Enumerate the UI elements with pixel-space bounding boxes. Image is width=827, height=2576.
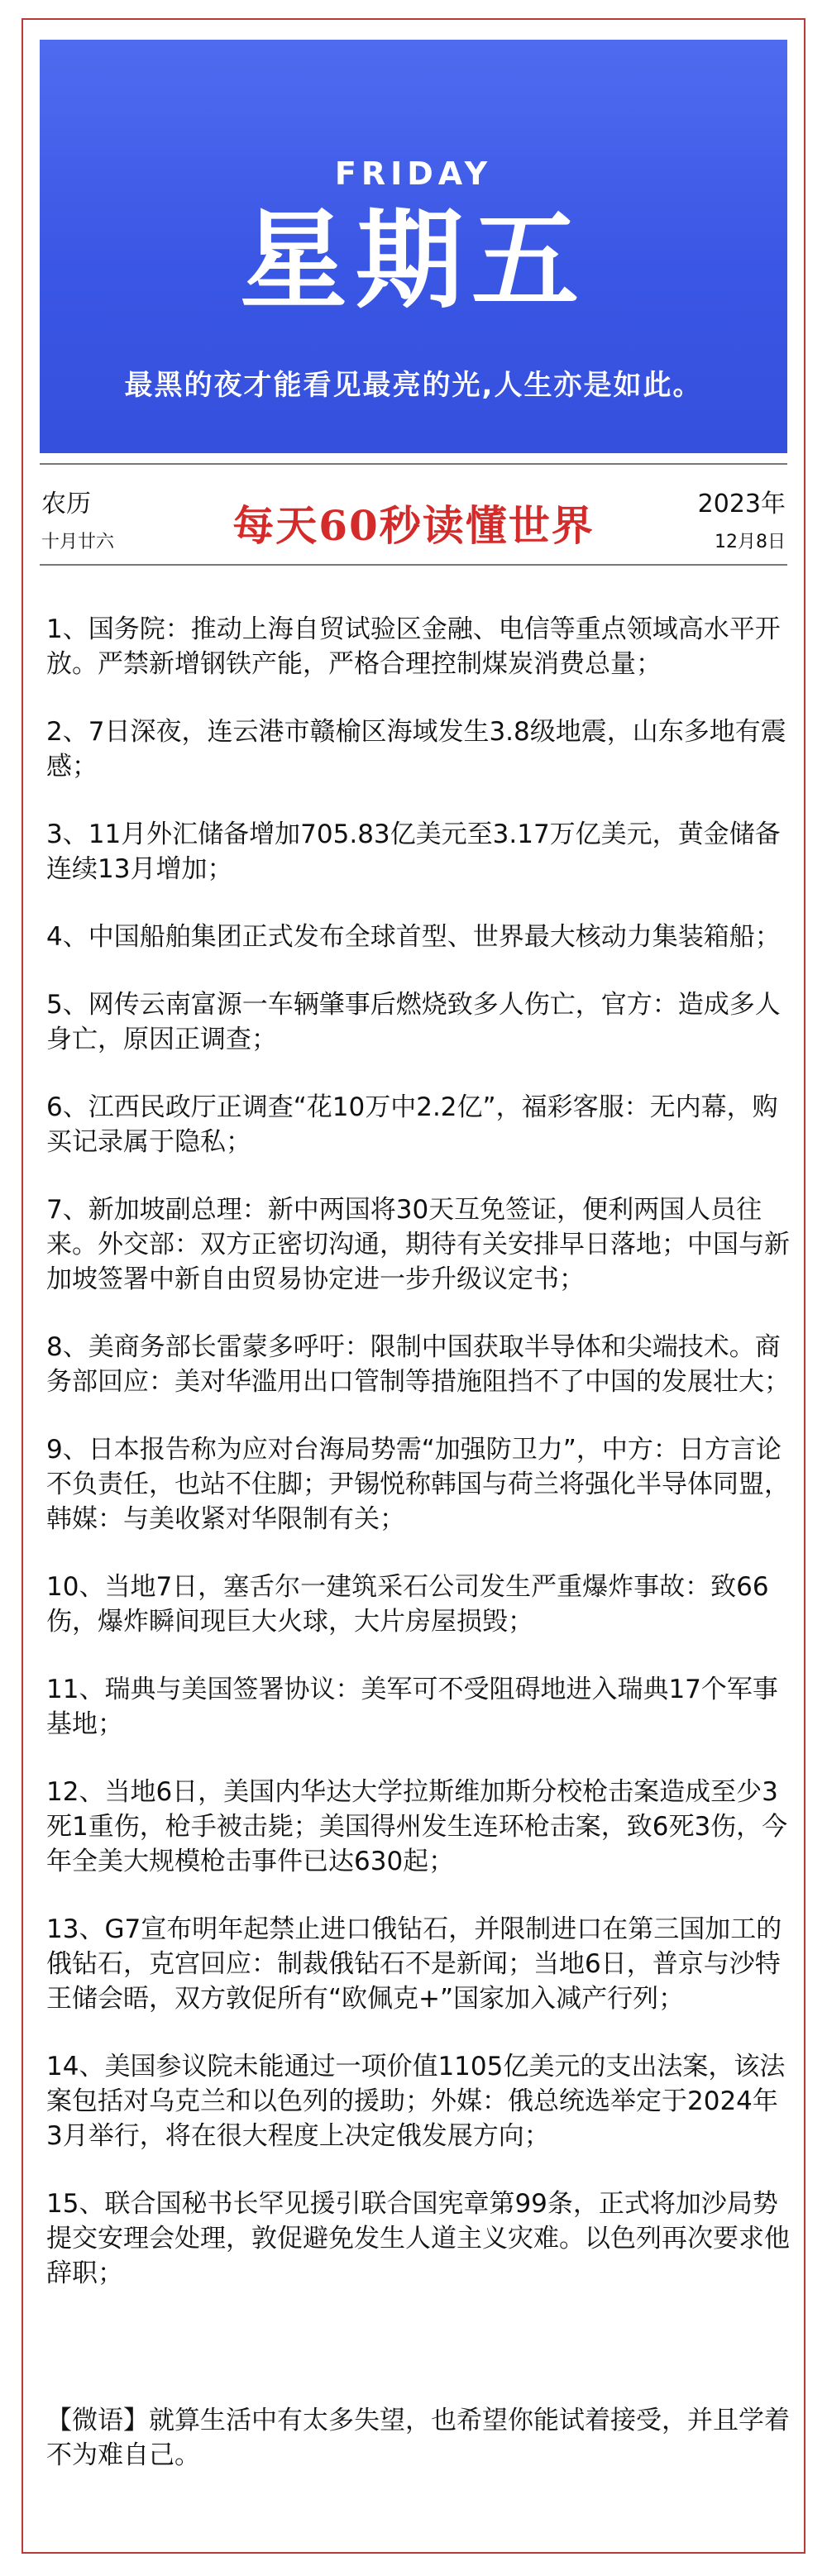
news-item: 10、当地7日，塞舌尔一建筑采石公司发生严重爆炸事故：致66伤，爆炸瞬间现巨大火球，大片房屋损毁； xyxy=(46,1572,769,1637)
news-item: 12、当地6日，美国内华达大学拉斯维加斯分校枪击案造成至少3死1重伤，枪手被击毙；美国得州发生连环枪击案，致6死3伤，今年全美大规模枪击事件已达630起； xyxy=(46,1777,788,1876)
month-day-label: 12月8日 xyxy=(715,532,786,552)
motto-text: 【微语】就算生活中有太多失望，也希望你能试着接受，并且学着不为难自己。 xyxy=(46,2406,790,2470)
weekday-banner xyxy=(40,40,787,453)
news-item: 15、联合国秘书长罕见援引联合国宪章第99条，正式将加沙局势提交安理会处理，敦促避免发生人道主义灾难。以色列再次要求他辞职； xyxy=(46,2189,790,2288)
news-item: 2、7日深夜，连云港市赣榆区海域发生3.8级地震，山东多地有震感； xyxy=(46,717,786,781)
page-title: 每天60秒读懂世界 xyxy=(232,501,595,550)
news-item: 11、瑞典与美国签署协议：美军可不受阻碍地进入瑞典17个军事基地； xyxy=(46,1675,778,1739)
date-bar xyxy=(40,463,787,566)
weekday-english: FRIDAY xyxy=(334,155,493,192)
news-item: 8、美商务部长雷蒙多呼吁：限制中国获取半导体和尖端技术。商务部回应：美对华滥用出口管制等措施阻挡不了中国的发展壮大； xyxy=(46,1332,790,1397)
lunar-date: 十月廿六 xyxy=(41,532,115,552)
news-item: 5、网传云南富源一车辆肇事后燃烧致多人伤亡，官方：造成多人身亡，原因正调查； xyxy=(46,990,781,1054)
news-item: 3、11月外汇储备增加705.83亿美元至3.17万亿美元，黄金储备连续13月增加； xyxy=(46,820,781,884)
news-item: 13、G7宣布明年起禁止进口俄钻石，并限制进口在第三国加工的俄钻石，克宫回应：制裁俄钻石不是新闻；当地6日，普京与沙特王储会晤，双方敦促所有“欧佩克+”国家加入减产行列； xyxy=(46,1914,782,2014)
daily-slogan: 最黑的夜才能看见最亮的光,人生亦是如此。 xyxy=(124,369,703,402)
news-item: 14、美国参议院未能通过一项价值1105亿美元的支出法案，该法案包括对乌克兰和以色列的援助；外媒：俄总统选举定于2024年3月举行，将在很大程度上决定俄发展方向； xyxy=(46,2052,786,2151)
news-item: 1、国务院：推动上海自贸试验区金融、电信等重点领域高水平开放。严禁新增钢铁产能，严格合理控制煤炭消费总量； xyxy=(46,614,781,679)
news-item: 9、日本报告称为应对台海局势需“加强防卫力”，中方：日方言论不负责任，也站不住脚；尹锡悦称韩国与荷兰将强化半导体同盟，韩媒：与美收紧对华限制有关； xyxy=(46,1435,790,1534)
news-item: 6、江西民政厅正调查“花10万中2.2亿”，福彩客服：无内幕，购买记录属于隐私； xyxy=(46,1092,778,1157)
year-label: 2023年 xyxy=(697,490,786,519)
news-item: 7、新加坡副总理：新中两国将30天互免签证，便利两国人员往来。外交部：双方正密切沟通，期待有关安排早日落地；中国与新加坡签署中新自由贸易协定进一步升级议定书； xyxy=(46,1195,790,1294)
lunar-label: 农历 xyxy=(41,490,91,519)
news-list xyxy=(46,612,791,2324)
news-item: 4、中国船舶集团正式发布全球首型、世界最大核动力集装箱船； xyxy=(46,922,781,952)
weekday-chinese: 星期五 xyxy=(239,197,587,323)
